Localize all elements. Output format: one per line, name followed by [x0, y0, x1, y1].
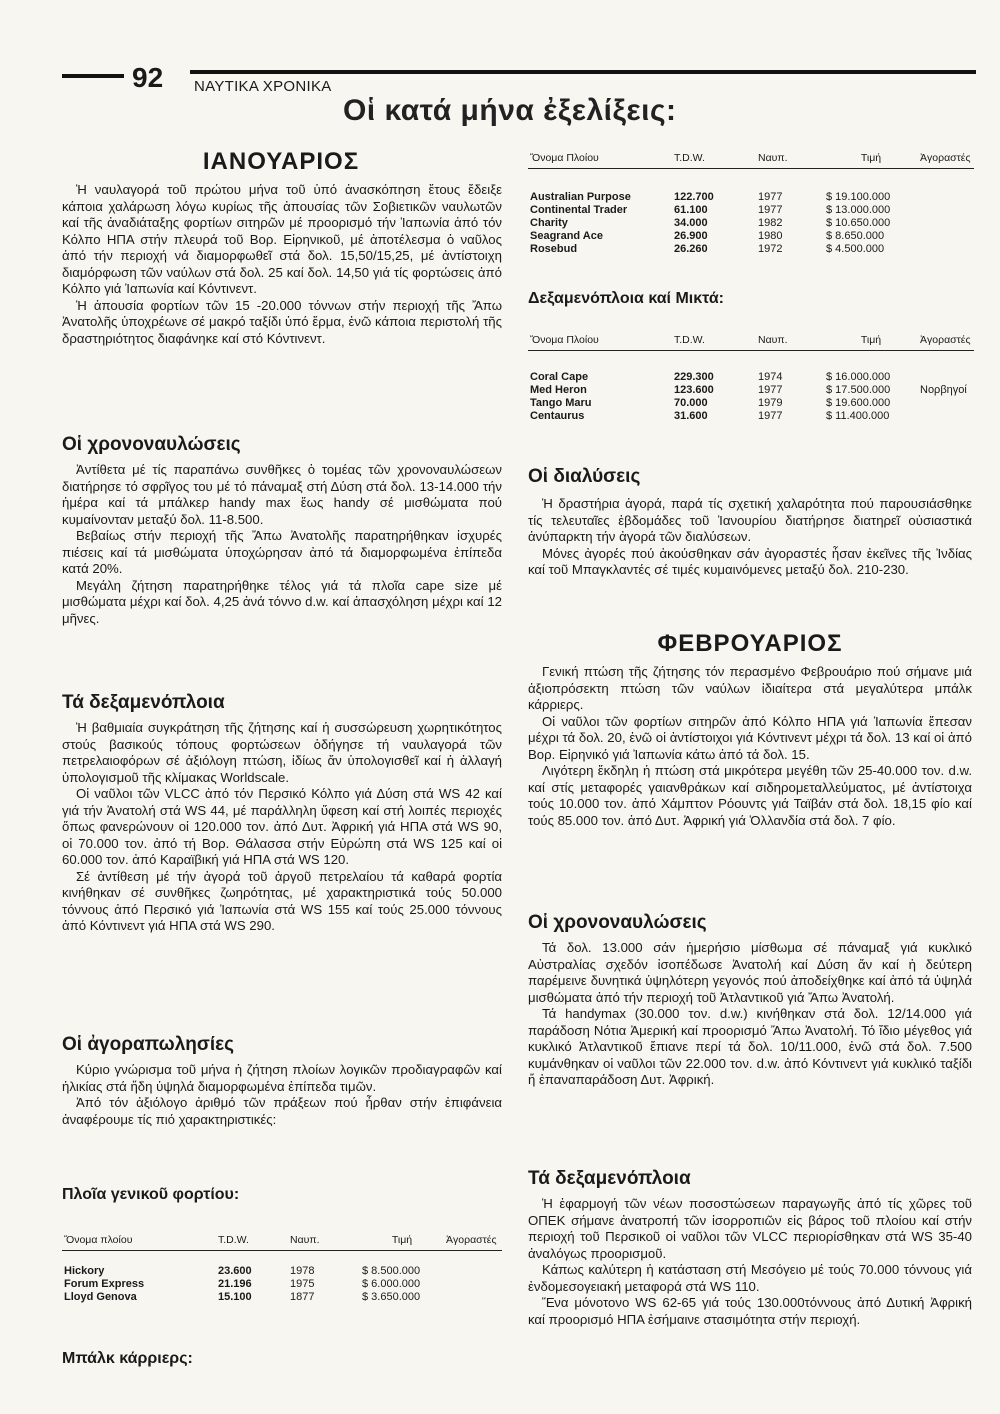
jan-timecharter-body	[62, 462, 502, 627]
paragraph: Κύριο γνώρισμα τοῦ μήνα ἡ ζήτηση πλοίων λογικῶν προδιαγραφῶν καί ἡλικίας στά ἤδη ὑψηλά διαμορφωμένα ἐπίπεδα τιμῶν.	[62, 1062, 502, 1094]
feb-timecharter-heading: Οἱ χρονοναυλώσεις	[528, 912, 707, 933]
page-number: 92	[132, 62, 164, 93]
january-intro	[62, 182, 502, 347]
jan-sales-heading: Οἱ ἀγοραπωλησίες	[62, 1034, 235, 1055]
february-heading: ΦΕΒΡΟΥΑΡΙΟΣ	[657, 630, 843, 657]
column-header: Τιμή	[360, 1234, 444, 1251]
table-row: Continental Trader 61.100 1977 $ 13.000.000	[530, 204, 891, 216]
jan-sales-body	[62, 1062, 502, 1128]
table-row: Rosebud 26.260 1972 $ 4.500.000	[530, 243, 885, 255]
table-row: Coral Cape 229.300 1974 $ 16.000.000	[530, 371, 891, 383]
table-row: Hickory 23.600 1978 $ 8.500.000	[64, 1265, 421, 1277]
column-header: Τιμή	[824, 152, 918, 169]
column-header: Ὄνομα πλοίου	[62, 1234, 216, 1251]
general-cargo-heading: Πλοῖα γενικοῦ φορτίου:	[62, 1186, 240, 1203]
column-header: Ὄνομα Πλοίου	[528, 334, 672, 351]
paragraph: Ἕνα μόνοτονο WS 62-65 γιά τούς 130.000τόννους ἀπό Δυτική Ἀφρική καί προορισμό ΗΠΑ ἐσήμαινε στασιμότητα στήν περιοχή.	[528, 1295, 972, 1327]
feb-tankers-heading: Τά δεξαμενόπλοια	[528, 1168, 691, 1189]
paragraph: Ἡ βαθμιαία συγκράτηση τῆς ζήτησης καί ἡ συσσώρευση χωρητικότητος στούς βασικούς τόπους φορτώσεων ὁδήγησε τή ναυλαγορά τῶν πετρελαιοφόρων σέ ἀξιόλογη πτώση, ἰδίως ἄν ὑπολογισθεῖ καί ἡ ἀλλαγή ὑπολογισμοῦ τῆς κλίμακας Worldscale.	[62, 720, 502, 785]
table-row: Lloyd Genova 15.100 1877 $ 3.650.000	[64, 1291, 421, 1303]
general-cargo-table	[62, 1234, 502, 1304]
column-header: Ναυπ.	[756, 152, 824, 169]
paragraph: Οἱ ναῦλοι τῶν VLCC ἀπό τόν Περσικό Κόλπο γιά Δύση στά WS 42 καί γιά τήν Ἀνατολή στά WS 44, μέ παράλληλη ὕφεση καί στή λοιπές περιοχές ὅπως φανερώνουν οἱ 120.000 τον. ἀπό Δυτ. Ἀφρική γιά ΗΠΑ στά WS 90, οἱ 70.000 τον. ἀπό τή Βορ. Θάλασσα στήν Εὐρώπη στά WS 125 καί οἱ 60.000 τον. ἀπό Καραϊβική γιά ΗΠΑ στά WS 120.	[62, 786, 502, 867]
paragraph: Λιγότερη ἔκδηλη ἡ πτώση στά μικρότερα μεγέθη τῶν 25-40.000 τον. d.w. καί στίς μεταφορές γαιανθράκων καί σιδηρομεταλλεύματος, μέ ἀντίστοιχα τούς 10.000 τον. ἀπό Χάμπτον Ρόουντς γιά Ταϊβάν στά δολ. 18,15 φίο καί τούς 85.000 τον. ἀπό Δυτ. Ἀφρική γιά Ὁλλανδία στά δολ. 7 φίο.	[528, 763, 972, 828]
feb-tankers-body	[528, 1196, 972, 1328]
paragraph: Οἱ ναῦλοι τῶν φορτίων σιτηρῶν ἀπό Κόλπο ΗΠΑ γιά Ἰαπωνία ἔπεσαν μέχρι τά δολ. 20, ἐνῶ οἱ ἀντίστοιχοι γιά Κόντινεντ μέχρι τά δολ. 13 καί οἱ ἀπό Βορ. Εἰρηνικό γιά Ἰαπωνία κάτω ἀπό τά δολ. 15.	[528, 713, 972, 762]
demolition-heading: Οἱ διαλύσεις	[528, 466, 641, 487]
table-row: Centaurus 31.600 1977 $ 11.400.000	[530, 410, 890, 422]
column-header: Ναυπ.	[288, 1234, 360, 1251]
column-header: Ἀγοραστές	[918, 334, 974, 351]
column-header: Ναυπ.	[756, 334, 824, 351]
table-header-row	[528, 152, 974, 169]
jan-tankers-body	[62, 720, 502, 935]
paragraph: Βεβαίως στήν περιοχή τῆς Ἄπω Ἀνατολῆς παρατηρήθηκαν ἰσχυρές πιέσεις καί τά μισθώματα ὑποχώρησαν ἀπό τά διαμορφωμένα ἐπίπεδα κατά 20%.	[62, 528, 502, 576]
jan-tankers-heading: Τά δεξαμενόπλοια	[62, 692, 225, 713]
paragraph: Γενική πτώση τῆς ζήτησης τόν περασμένο Φεβρουάριο πού σήμανε μιά ἀξιοπρόσεκτη πτώση τῶν ναύλων ἰδιαίτερα στά μεγαλύτερα μπάλκ κάρριερς.	[528, 664, 972, 712]
table-row: Charity 34.000 1982 $ 10.650.000	[530, 217, 891, 229]
paragraph: Ἡ ναυλαγορά τοῦ πρώτου μήνα τοῦ ὑπό ἀνασκόπηση ἔτους ἔδειξε κάποια χαλάρωση λόγω κυρίως τῆς ἀπουσίας τῶν Σοβιετικῶν ναυλωτῶν καί τῆς ἀναδιάταξης φορτίων σιτηρῶν μέ προορισμό τήν Ἰαπωνία ἀπό τόν Κόλπο ΗΠΑ στήν πλευρά τοῦ Βορ. Εἰρηνικοῦ, μέ ἀποτέλεσμα ὁ ναῦλος ἀπό τήν περιοχή νά διαμορφωθεῖ στά δολ. 15,50/15,25, μέ ἀντίστοιχη διαμόρφωση τῶν ναύλων στά δολ. 25 καί δολ. 14,50 γιά τίς φορτώσεις ἀπό Κόλπο γιά Ἰαπωνία καί Κόντινεντ.	[62, 182, 502, 296]
demolition-body	[528, 496, 972, 579]
column-header: Ὄνομα Πλοίου	[528, 152, 672, 169]
page-title: Οἱ κατά μήνα ἐξελίξεις:	[343, 94, 677, 127]
table-header-row	[528, 334, 974, 351]
table-row: Tango Maru 70.000 1979 $ 19.600.000	[530, 397, 891, 409]
paragraph: Ἀντίθετα μέ τίς παραπάνω συνθῆκες ὁ τομέας τῶν χρονοναυλώσεων διατήρησε τό σφρῖγος του μέ τό πάναμαξ στή Δύση στά δολ. 13-14.000 τήν ἡμέρα καί τά μπάλκερ handy max ἕως handy σέ μισθώματα πού κυμαίνονταν μεταξύ δολ. 11-8.500.	[62, 462, 502, 527]
january-heading: ΙΑΝΟΥΑΡΙΟΣ	[202, 148, 360, 175]
jan-timecharter-heading: Οἱ χρονοναυλώσεις	[62, 434, 241, 455]
paragraph: Μόνες ἀγορές πού ἀκούσθηκαν σάν ἀγοραστές ἦσαν ἐκεῖνες τῆς Ἰνδίας καί τοῦ Μπαγκλαντές σέ τιμές κυμαινόμενες μεταξύ δολ. 210-230.	[528, 545, 972, 577]
column-header: Ἀγοραστές	[444, 1234, 502, 1251]
bulk-carriers-heading: Μπάλκ κάρριερς:	[62, 1350, 193, 1367]
february-intro	[528, 664, 972, 829]
column-header: Ἀγοραστές	[918, 152, 974, 169]
table-header-row	[62, 1234, 502, 1251]
paragraph: Κάπως καλύτερη ἡ κατάσταση στή Μεσόγειο μέ τούς 70.000 τόννους γιά ἐνδομεσογειακή μεταφορά στά WS 110.	[528, 1262, 972, 1294]
table-row: Med Heron 123.600 1977 $ 17.500.000 Νορβηγοί	[530, 384, 967, 396]
column-header: T.D.W.	[672, 334, 756, 351]
tankers-mixed-heading: Δεξαμενόπλοια καί Μικτά:	[528, 290, 724, 307]
column-header: T.D.W.	[672, 152, 756, 169]
paragraph: Τά δολ. 13.000 σάν ἡμερήσιο μίσθωμα σέ πάναμαξ γιά κυκλικό Αὐστραλίας σχεδόν ἰσοπέδωσε Ἀνατολή καί Δύση ἄν καί ἡ δεύτερη παρέμεινε δυνητικά ὑψηλότερη γεγονός πού ἀποδείχθηκε καί ἀπό τά ὑψηλά μισθώματα ἀπό τήν περιοχή τοῦ Ἀτλαντικοῦ γιά Ἄπω Ἀνατολή.	[528, 940, 972, 1005]
paragraph: Ἡ ἐφαρμογή τῶν νέων ποσοστώσεων παραγωγῆς ἀπό τίς χῶρες τοῦ ΟΠΕΚ σήμανε ἀνατροπή τῶν ἰσορροπιῶν εἰς βάρος τοῦ πλοίου καί στήν περιοχή τοῦ Περσικοῦ οἱ ναῦλοι τῶν VLCC περιορίσθηκαν στά WS 35-40 ἀναλόγως προορισμοῦ.	[528, 1196, 972, 1261]
feb-timecharter-body	[528, 940, 972, 1089]
paragraph: Σέ ἀντίθεση μέ τήν ἀγορά τοῦ ἀργοῦ πετρελαίου τά καθαρά φορτία κινήθηκαν σέ συνθῆκες ζωηρότητας, μέ χαρακτηριστικά τούς 50.000 τόννους ἀπό Περσικό γιά Ἰαπωνία στά WS 155 καί τούς 25.000 τόννους ἀπό Κόντινεντ γιά ΗΠΑ στά WS 290.	[62, 868, 502, 933]
table-row: Australian Purpose 122.700 1977 $ 19.100.000	[530, 191, 891, 203]
table-row: Seagrand Ace 26.900 1980 $ 8.650.000	[530, 230, 885, 242]
paragraph: Τά handymax (30.000 τον. d.w.) κινήθηκαν στά δολ. 12/14.000 γιά παράδοση Νότια Ἀμερική καί προορισμό Ἄπω Ἀνατολή. Τό ἴδιο μέγεθος γιά κυκλικό Ἀτλαντικοῦ ἔπιανε περί τά δολ. 10/11.000, ἐνῶ στά δολ. 7.500 κυμάνθηκαν οἱ ναῦλοι τῶν 22.000 τον. d.w. ἀπό Κόντινεντ γιά κυκλικό ταξίδι ἤ ἐπαναπαράδοση Δυτ. Ἀφρική.	[528, 1006, 972, 1087]
paragraph: Ἀπό τόν ἀξιόλογο ἀριθμό τῶν πράξεων πού ἦρθαν στήν ἐπιφάνεια ἀναφέρουμε τίς πιό χαρακτηριστικές:	[62, 1095, 502, 1127]
table-row: Forum Express 21.196 1975 $ 6.000.000	[64, 1278, 421, 1290]
journal-name: ΝΑΥΤΙΚΑ ΧΡΟΝΙΚΑ	[194, 78, 332, 95]
paragraph: Μεγάλη ζήτηση παρατηρήθηκε τέλος γιά τά πλοῖα cape size μέ μισθώματα μέχρι καί δολ. 4,25 ἀνά τόννο d.w. καί ἀπασχόληση μέχρι καί 12 μῆνες.	[62, 577, 502, 626]
bulk-carriers-table	[528, 152, 974, 256]
tankers-mixed-table	[528, 334, 974, 423]
header-rule-left	[62, 74, 124, 78]
column-header: T.D.W.	[216, 1234, 288, 1251]
column-header: Τιμή	[824, 334, 918, 351]
header-rule-right	[190, 70, 976, 74]
paragraph: Ἡ δραστήρια ἀγορά, παρά τίς σχετική χαλαρότητα πού παρουσιάσθηκε τίς τελευταῖες ἑβδομάδες τοῦ Ἰανουρίου διατήρησε διατηρεῖ οὐσιαστικά ἀνύπαρκτη τήν ἀγορά τῶν διαλύσεων.	[528, 496, 972, 544]
paragraph: Ἡ ἀπουσία φορτίων τῶν 15 -20.000 τόννων στήν περιοχή τῆς Ἄπω Ἀνατολῆς ὑποχρέωνε σέ μακρό ταξίδι ὑπό ἔρμα, ἐνῶ κάποια περιστολή τῆς δραστηριότητος διαφάνηκε καί στό Κόντινεντ.	[62, 297, 502, 346]
